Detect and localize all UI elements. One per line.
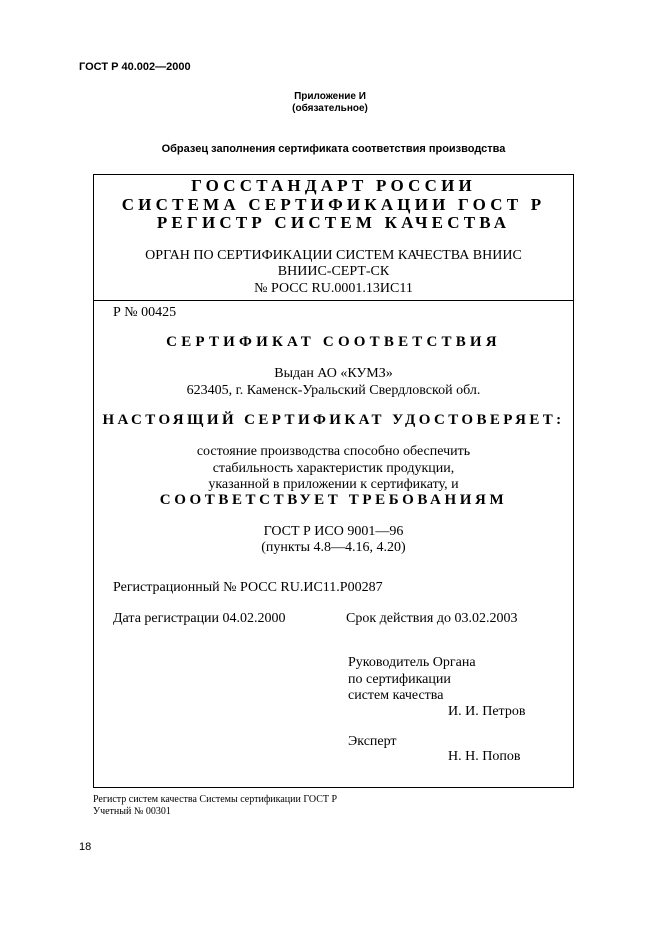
head-title: Руководитель Органа bbox=[348, 655, 476, 670]
head-title: по сертификации bbox=[348, 672, 451, 687]
footer-account: Учетный № 00301 bbox=[93, 806, 171, 817]
page-number: 18 bbox=[79, 841, 92, 853]
appendix-title: Образец заполнения сертификата соответствия производства bbox=[161, 143, 506, 155]
standard: ГОСТ Р ИСО 9001—96 bbox=[263, 524, 404, 539]
statement-line: указанной в приложении к сертификату, и bbox=[208, 477, 459, 492]
statement-line: стабильность характеристик продукции, bbox=[212, 461, 455, 476]
issued-to: Выдан АО «КУМЗ» bbox=[274, 366, 393, 381]
expert-name: Н. Н. Попов bbox=[448, 749, 521, 764]
certificate-number: Р № 00425 bbox=[113, 305, 177, 320]
org-line: ГОССТАНДАРТ РОССИИ bbox=[191, 176, 476, 195]
org-line: СИСТЕМА СЕРТИФИКАЦИИ ГОСТ Р bbox=[121, 195, 546, 214]
registration-date: Дата регистрации 04.02.2000 bbox=[113, 611, 286, 626]
org-line: РЕГИСТР СИСТЕМ КАЧЕСТВА bbox=[156, 213, 511, 232]
certifies-heading: НАСТОЯЩИЙ СЕРТИФИКАТ УДОСТОВЕРЯЕТ: bbox=[102, 412, 565, 428]
head-name: И. И. Петров bbox=[448, 704, 526, 719]
head-title: систем качества bbox=[348, 688, 444, 703]
certificate-divider bbox=[93, 300, 574, 301]
certificate-title: СЕРТИФИКАТ СООТВЕТСТВИЯ bbox=[166, 334, 501, 350]
address: 623405, г. Каменск-Уральский Свердловской обл. bbox=[186, 383, 481, 398]
complies-heading: СООТВЕТСТВУЕТ ТРЕБОВАНИЯМ bbox=[159, 492, 508, 508]
expert-title: Эксперт bbox=[348, 734, 397, 749]
registration-number: Регистрационный № РОСС RU.ИС11.P00287 bbox=[113, 580, 383, 595]
cert-body-line: № РОСС RU.0001.13ИС11 bbox=[254, 281, 413, 296]
document-code: ГОСТ Р 40.002—2000 bbox=[79, 61, 191, 73]
cert-body-line: ОРГАН ПО СЕРТИФИКАЦИИ СИСТЕМ КАЧЕСТВА ВНИИС bbox=[145, 248, 522, 263]
valid-until: Срок действия до 03.02.2003 bbox=[346, 611, 518, 626]
clauses: (пункты 4.8—4.16, 4.20) bbox=[261, 540, 406, 555]
cert-body-line: ВНИИС-СЕРТ-СК bbox=[277, 264, 390, 279]
appendix-status: (обязательное) bbox=[292, 103, 368, 114]
appendix-label: Приложение И bbox=[294, 91, 366, 102]
statement-line: состояние производства способно обеспечить bbox=[196, 444, 471, 459]
footer-register: Регистр систем качества Системы сертификации ГОСТ Р bbox=[93, 794, 338, 805]
